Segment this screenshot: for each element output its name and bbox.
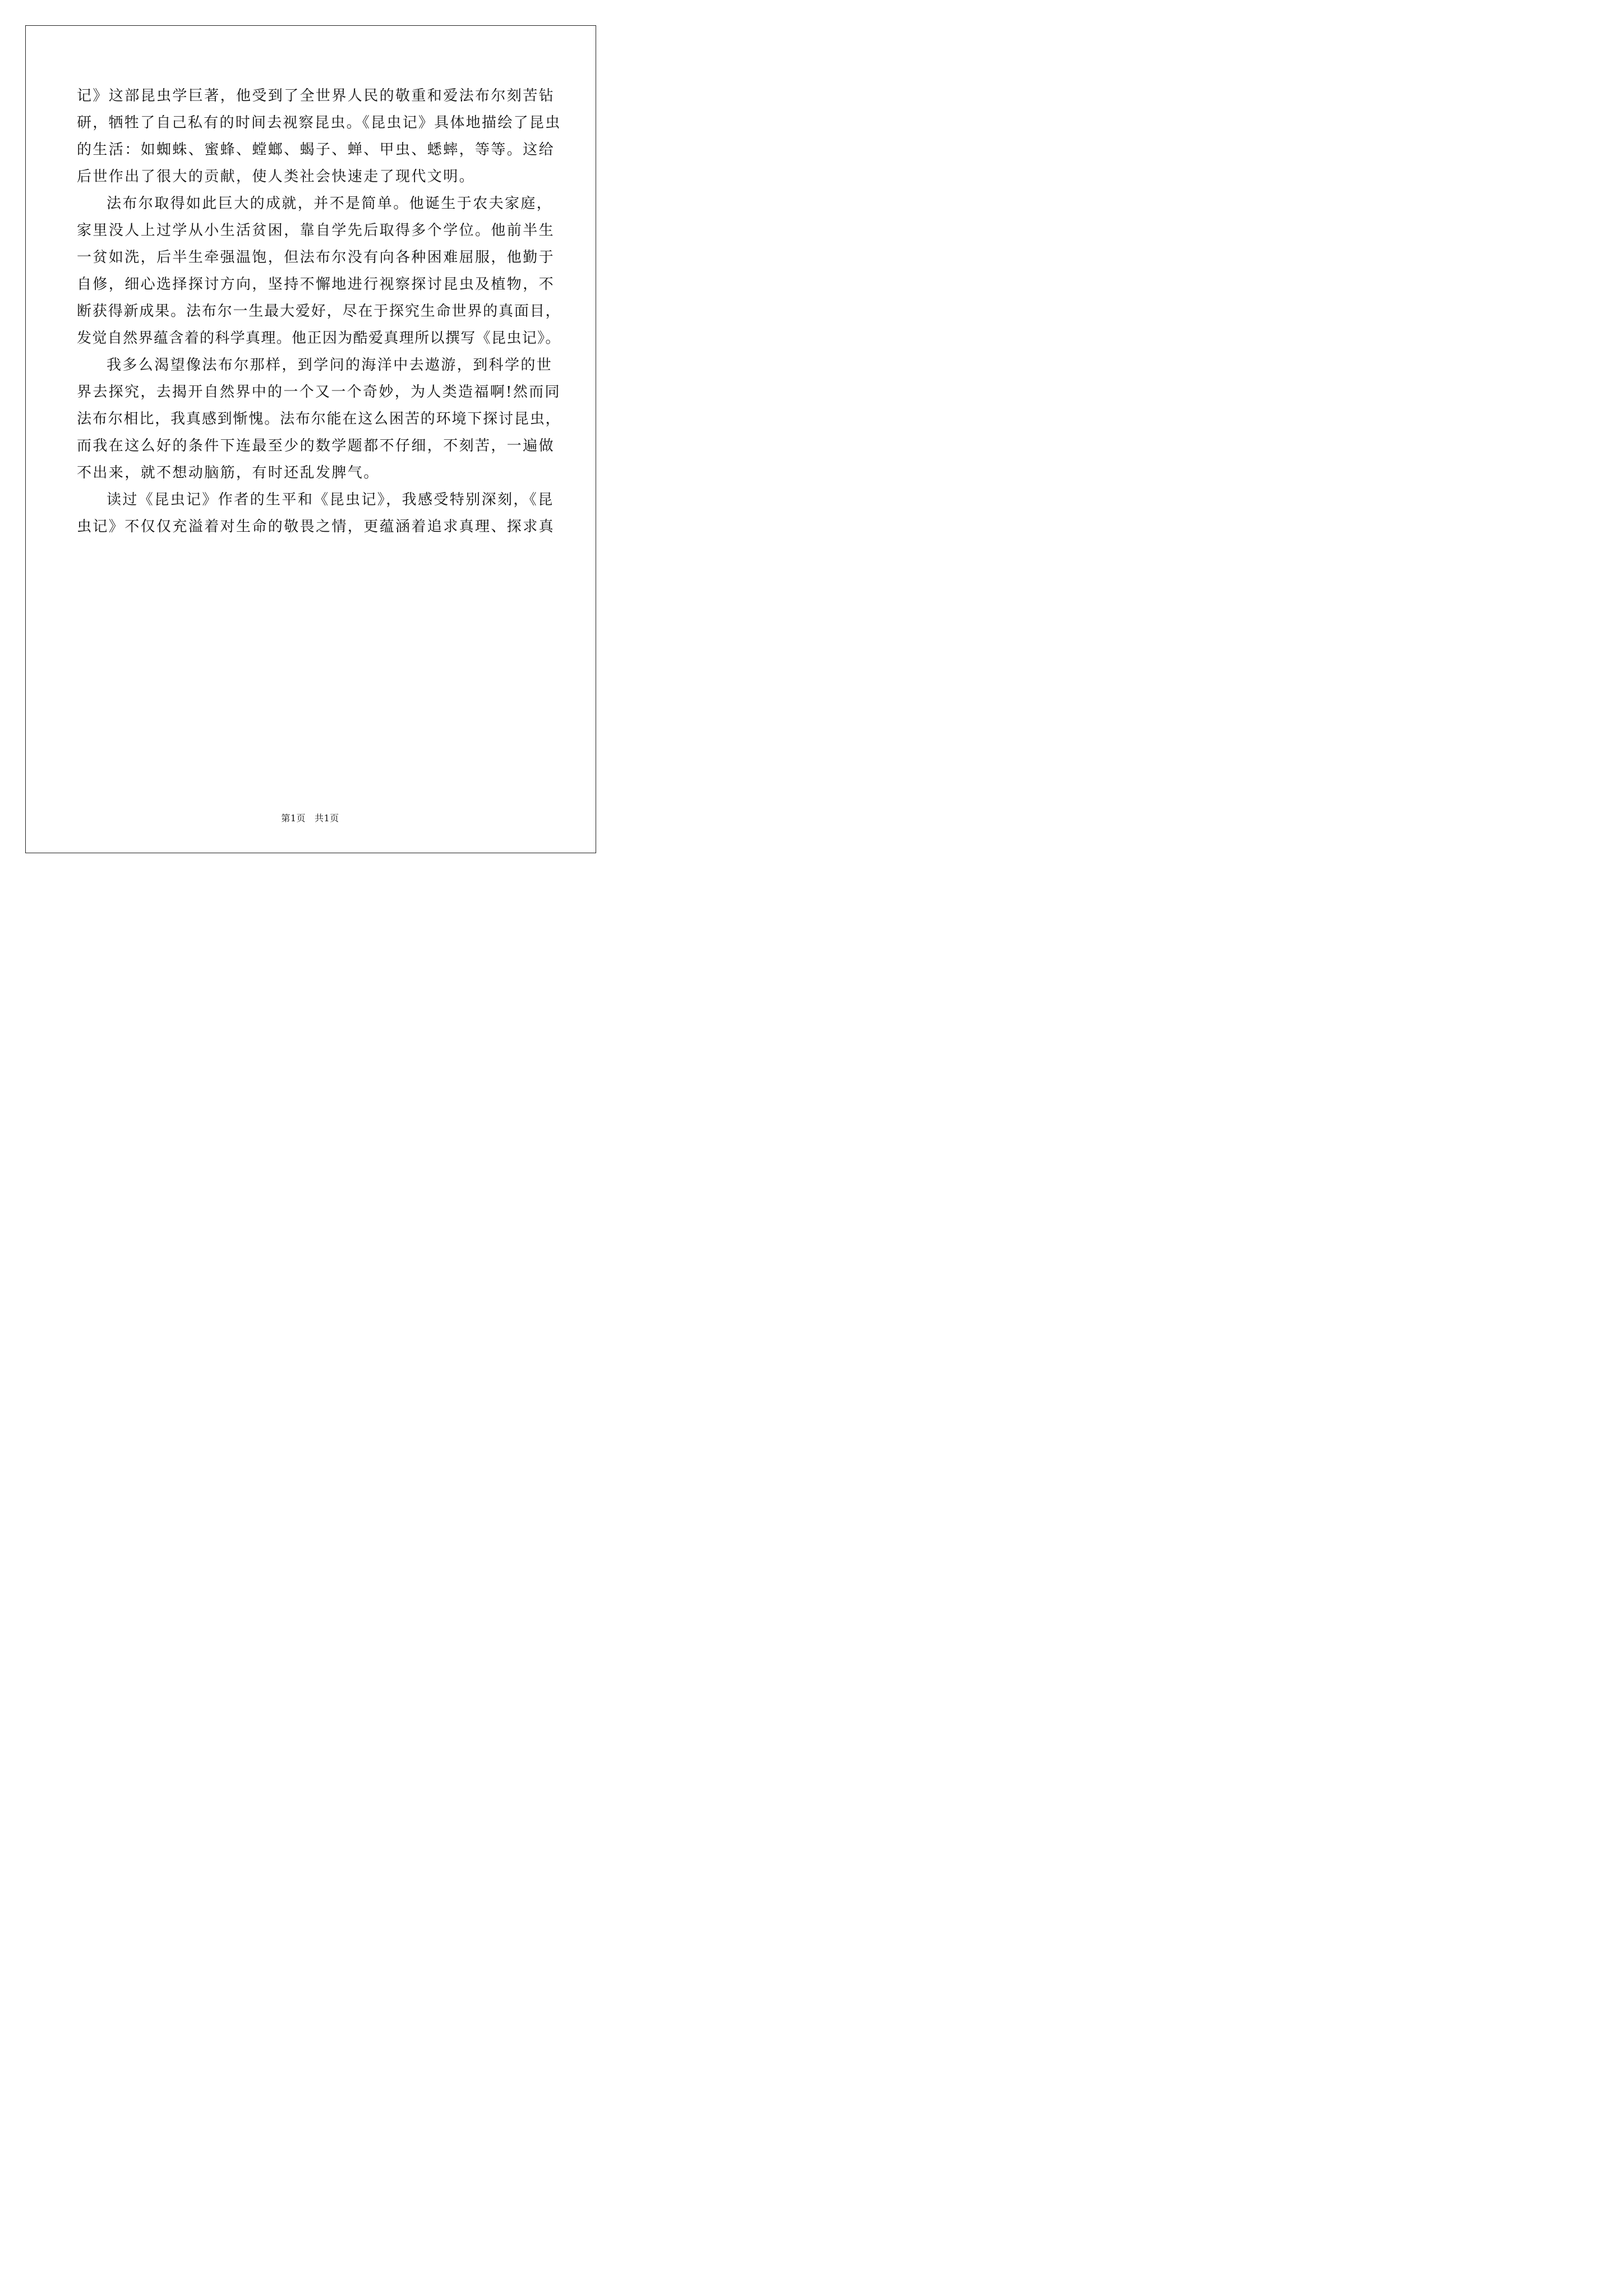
page-footer	[0, 813, 620, 824]
text-line: 研，牺牲了自己私有的时间去视察昆虫。《昆虫记》具体地描绘了昆虫	[77, 114, 561, 131]
text-line: 法布尔相比，我真感到惭愧。法布尔能在这么困苦的环境下探讨昆虫，	[77, 411, 561, 427]
text-line: 界去探究，去揭开自然界中的一个又一个奇妙，为人类造福啊!然而同	[77, 384, 561, 401]
paragraph-first-line: 读过《昆虫记》作者的生平和《昆虫记》，我感受特别深刻，《昆	[107, 491, 554, 508]
page-total: 共1页	[315, 813, 339, 823]
text-line: 而我在这么好的条件下连最至少的数学题都不仔细，不刻苦，一遍做	[77, 438, 555, 454]
text-line: 发觉自然界蕴含着的科学真理。他正因为酷爱真理所以撰写《昆虫记》。	[77, 330, 561, 347]
text-line: 虫记》不仅仅充溢着对生命的敬畏之情，更蕴涵着追求真理、探求真	[77, 518, 555, 535]
page-number: 第1页	[281, 813, 306, 823]
text-line: 不出来，就不想动脑筋，有时还乱发脾气。	[77, 464, 380, 481]
text-line: 的生活：如蜘蛛、蜜蜂、螳螂、蝎子、蝉、甲虫、蟋蟀，等等。这给	[77, 141, 555, 158]
text-line: 家里没人上过学从小生活贫困，靠自学先后取得多个学位。他前半生	[77, 222, 555, 239]
text-line: 一贫如洗，后半生牵强温饱，但法布尔没有向各种困难屈服，他勤于	[77, 249, 555, 266]
paragraph-first-line: 我多么渴望像法布尔那样，到学问的海洋中去遨游，到科学的世	[107, 357, 553, 374]
text-line: 记》这部昆虫学巨著，他受到了全世界人民的敬重和爱法布尔刻苦钻	[77, 88, 555, 104]
text-line: 后世作出了很大的贡献，使人类社会快速走了现代文明。	[77, 168, 476, 185]
paragraph-first-line: 法布尔取得如此巨大的成就，并不是简单。他诞生于农夫家庭，	[107, 195, 553, 212]
text-line: 断获得新成果。法布尔一生最大爱好，尽在于探究生命世界的真面目，	[77, 303, 561, 320]
text-line: 自修，细心选择探讨方向，坚持不懈地进行视察探讨昆虫及植物，不	[77, 276, 555, 293]
